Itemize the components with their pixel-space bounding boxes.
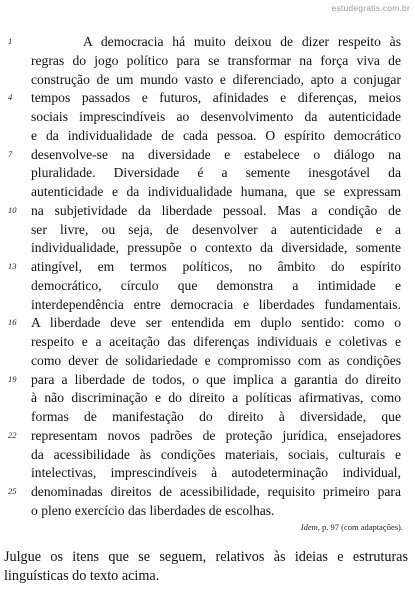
passage-line: como dever de solidariedade e compromisso com as condições xyxy=(31,352,401,368)
line-number: 22 xyxy=(8,429,17,440)
passage-line: representam novos padrões de proteção jurídica, ensejadores xyxy=(31,427,401,443)
line-number: 10 xyxy=(8,204,17,215)
passage-line: A democracia há muito deixou de dizer respeito às xyxy=(83,34,401,49)
line-number: 4 xyxy=(8,92,13,103)
passage-line: respeito e a aceitação das diferenças individuais e coletivas e xyxy=(31,334,401,349)
passage-line: construção de um mundo vasto e diferenciado, apto a conjugar xyxy=(31,71,401,87)
passage-line: desenvolve-se na diversidade e estabelece o diálogo na xyxy=(31,146,401,162)
line-number: 7 xyxy=(8,148,13,159)
passage-line: pluralidade. Diversidade é a semente inesgotável da xyxy=(31,165,401,181)
watermark: estudegratis.com.br xyxy=(331,3,410,13)
passage-line: formas de manifestação do direito à diversidade, que xyxy=(31,409,401,424)
line-number: 16 xyxy=(8,317,17,328)
source-italic: Idem xyxy=(300,522,318,532)
passage-line: para a liberdade de todos, o que implica a garantia do direito xyxy=(31,371,401,387)
passage-line: democrático, círculo que demonstra a intimidade e xyxy=(31,277,401,293)
passage-line: autenticidade e da individualidade humana, que se expressam xyxy=(31,184,401,199)
passage-line: regras do jogo político para se transformar na força viva de xyxy=(31,52,401,68)
source-citation xyxy=(301,522,403,532)
passage-line: da acessibilidade às condições materiais, sociais, culturais e xyxy=(31,446,401,462)
passage-line: intelectivas, imprescindíveis à autodeterminação individual, xyxy=(31,465,401,481)
passage-line: tempos passados e futuros, afinidades e diferenças, meios xyxy=(31,90,401,106)
passage-line: na subjetividade da liberdade pessoal. Mas a condição de xyxy=(31,202,401,218)
passage-line: interdependência entre democracia e liberdades fundamentais. xyxy=(31,296,401,312)
passage-line: ser livre, ou seja, de desenvolver a autenticidade e a xyxy=(31,221,401,237)
passage-line: atingível, em termos políticos, no âmbito do espírito xyxy=(31,259,401,274)
passage-line: denominadas direitos de acessibilidade, requisito primeiro para xyxy=(31,484,401,499)
passage-line: sociais imprescindíveis ao desenvolvimento da autenticidade xyxy=(31,109,401,124)
passage-line: e da individualidade de cada pessoa. O espírito democrático xyxy=(31,127,401,143)
passage-line: A liberdade deve ser entendida em duplo sentido: como o xyxy=(31,315,401,331)
passage-line: individualidade, pressupõe o contexto da diversidade, somente xyxy=(31,240,401,256)
question-instruction: Julgue os itens que se seguem, relativos às ideias e estruturas linguísticas do texto acima. xyxy=(4,549,408,584)
line-number: 13 xyxy=(8,261,17,271)
line-number: 25 xyxy=(8,486,17,496)
line-number: 1 xyxy=(8,36,13,46)
source-rest: , p. 97 (com adaptações). xyxy=(317,522,403,532)
passage-line: à não discriminação e do direito a políticas afirmativas, como xyxy=(31,390,401,406)
line-number: 19 xyxy=(8,373,17,384)
passage-line: o pleno exercício das liberdades de escolhas. xyxy=(31,502,275,518)
